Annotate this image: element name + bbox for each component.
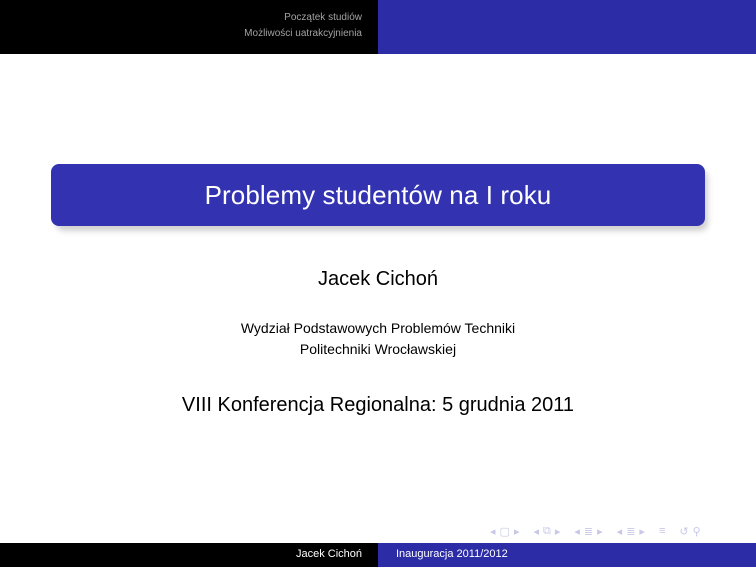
footer-title: Inauguracja 2011/2012 [396,548,508,560]
institute-line: Wydział Podstawowych Problemów Techniki [240,320,516,336]
headline-right [378,0,756,54]
nav-search-icon[interactable]: ⚲ [692,525,701,538]
nav-next-icon[interactable]: ▸ [513,525,520,538]
nav-section-link[interactable]: Początek studiów [284,12,362,23]
nav-prev-icon[interactable]: ◂ [490,525,496,538]
headline-bar [0,0,756,54]
nav-next-icon[interactable]: ▸ [639,525,645,538]
footline-right [378,543,756,567]
nav-frame-icon[interactable]: ▢ [499,525,510,538]
nav-section-icon[interactable]: ≣ [626,525,636,538]
footline-bar [0,543,756,567]
beamer-navigation-symbols [488,521,748,541]
nav-undo-icon[interactable]: ↺ [679,525,689,538]
footline-left [0,543,378,567]
nav-subsection-icon[interactable]: ⧉ [543,524,551,537]
title-box [51,164,705,226]
presentation-title: Problemy studentów na I roku [204,179,552,210]
nav-prev-icon[interactable]: ◂ [616,525,623,538]
nav-next-icon[interactable]: ▸ [597,525,603,538]
footer-author: Jacek Cichoń [295,548,362,560]
nav-align-icon[interactable]: ≡ [658,525,666,537]
headline-left [0,0,378,54]
nav-section-link[interactable]: Możliwości uatrakcyjnienia [244,28,362,39]
nav-section-icon[interactable]: ≣ [583,525,594,538]
nav-next-icon[interactable]: ▸ [554,525,561,538]
event-date: VIII Konferencja Regionalna: 5 grudnia 2011 [181,394,575,416]
nav-prev-icon[interactable]: ◂ [574,525,580,538]
nav-prev-icon[interactable]: ◂ [533,525,539,538]
author: Jacek Cichoń [317,268,439,290]
institute-line: Politechniki Wrocławskiej [299,341,457,357]
